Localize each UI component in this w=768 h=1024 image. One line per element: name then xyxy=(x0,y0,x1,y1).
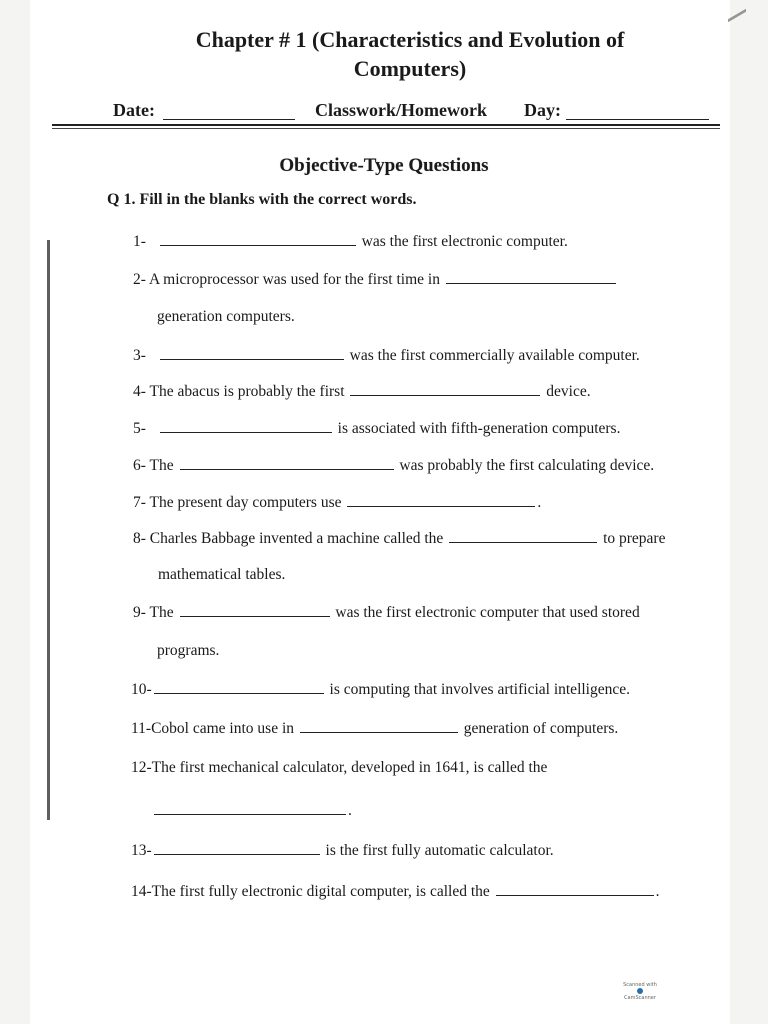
question-text: A microprocessor was used for the first time in xyxy=(148,271,440,288)
scanner-watermark xyxy=(622,982,658,1014)
answer-blank xyxy=(350,381,540,396)
question-text: is the first fully automatic calculator. xyxy=(325,842,554,859)
question-text-after: device. xyxy=(546,383,591,400)
question-1 xyxy=(133,231,568,252)
question-text-after: was probably the first calculating device. xyxy=(399,457,655,474)
answer-blank xyxy=(180,602,330,617)
question-text-after: was the first electronic computer that used stored xyxy=(335,604,640,621)
title-line-2: Computers) xyxy=(353,56,467,81)
question-text: Charles Babbage invented a machine called the xyxy=(149,530,444,547)
question-12 xyxy=(131,758,547,778)
question-text: was the first commercially available computer. xyxy=(349,347,640,364)
question-number: 6- xyxy=(133,457,146,474)
question-number: 9- xyxy=(133,604,146,621)
question-number: 1- xyxy=(133,233,146,250)
question-number: 5- xyxy=(133,420,146,437)
day-label: Day: xyxy=(524,100,561,120)
question-11 xyxy=(131,718,618,739)
classwork-label: Classwork/Homework xyxy=(315,100,487,120)
answer-blank xyxy=(154,840,320,855)
answer-blank xyxy=(154,800,346,815)
question-text-after: . xyxy=(537,494,542,511)
question-text: The first mechanical calculator, developed in 1641, is called the xyxy=(151,759,548,776)
question-text: The first fully electronic digital computer, is called the xyxy=(151,883,490,900)
header-divider xyxy=(52,124,720,129)
answer-blank xyxy=(160,231,356,246)
question-2-continuation: generation computers. xyxy=(157,308,295,325)
answer-blank xyxy=(446,269,616,284)
answer-blank xyxy=(160,345,344,360)
answer-blank xyxy=(449,528,597,543)
question-text-after: generation of computers. xyxy=(463,720,619,737)
answer-blank xyxy=(300,718,458,733)
question-8-continuation: mathematical tables. xyxy=(158,566,286,583)
question-8 xyxy=(133,528,665,549)
title-line-1: Chapter # 1 (Characteristics and Evolution of xyxy=(195,27,625,52)
question-14 xyxy=(131,881,660,902)
answer-blank xyxy=(180,455,394,470)
question-number: 10- xyxy=(131,681,152,698)
question-text: The xyxy=(149,604,174,621)
question-instruction: Q 1. Fill in the blanks with the correct words. xyxy=(107,191,417,208)
question-text: The abacus is probably the first xyxy=(149,383,345,400)
question-9 xyxy=(133,602,640,623)
question-number: 3- xyxy=(133,347,146,364)
question-text: The xyxy=(149,457,174,474)
question-number: 8- xyxy=(133,530,146,547)
date-label: Date: xyxy=(113,100,155,120)
scanner-caption: Scanned with xyxy=(623,982,657,988)
question-7 xyxy=(133,492,541,513)
question-number: 13- xyxy=(131,842,152,859)
question-2 xyxy=(133,269,618,290)
question-number: 2- xyxy=(133,271,146,288)
question-number: 4- xyxy=(133,383,146,400)
question-number: 14- xyxy=(131,883,152,900)
question-10 xyxy=(131,679,630,700)
question-4 xyxy=(133,381,591,402)
question-text-after: . xyxy=(348,802,352,819)
question-text: was the first electronic computer. xyxy=(361,233,568,250)
question-9-continuation: programs. xyxy=(157,642,220,659)
question-text: The present day computers use xyxy=(149,494,342,511)
section-title: Objective-Type Questions xyxy=(279,155,489,176)
question-text-after: to prepare xyxy=(603,530,666,547)
answer-blank xyxy=(347,492,535,507)
question-number: 7- xyxy=(133,494,146,511)
day-blank xyxy=(566,119,709,120)
question-3 xyxy=(133,345,640,366)
question-text: Cobol came into use in xyxy=(151,720,295,737)
date-blank xyxy=(163,119,295,120)
question-number: 12- xyxy=(131,759,152,776)
date-row xyxy=(0,100,768,124)
page-corner-fold xyxy=(728,0,746,22)
camscanner-logo-icon xyxy=(637,988,643,994)
answer-blank xyxy=(160,418,332,433)
answer-blank xyxy=(496,881,654,896)
question-6 xyxy=(133,455,654,476)
question-text-after: . xyxy=(655,883,660,900)
question-number: 11- xyxy=(131,720,152,737)
question-text: is associated with fifth-generation computers. xyxy=(337,420,621,437)
question-13 xyxy=(131,840,554,861)
answer-blank xyxy=(154,679,324,694)
question-5 xyxy=(133,418,620,439)
left-margin-line xyxy=(47,240,50,820)
question-text: is computing that involves artificial intelligence. xyxy=(329,681,630,698)
question-12-continuation xyxy=(152,800,352,821)
scanner-brand: CamScanner xyxy=(624,994,656,1001)
page-title xyxy=(120,25,700,83)
